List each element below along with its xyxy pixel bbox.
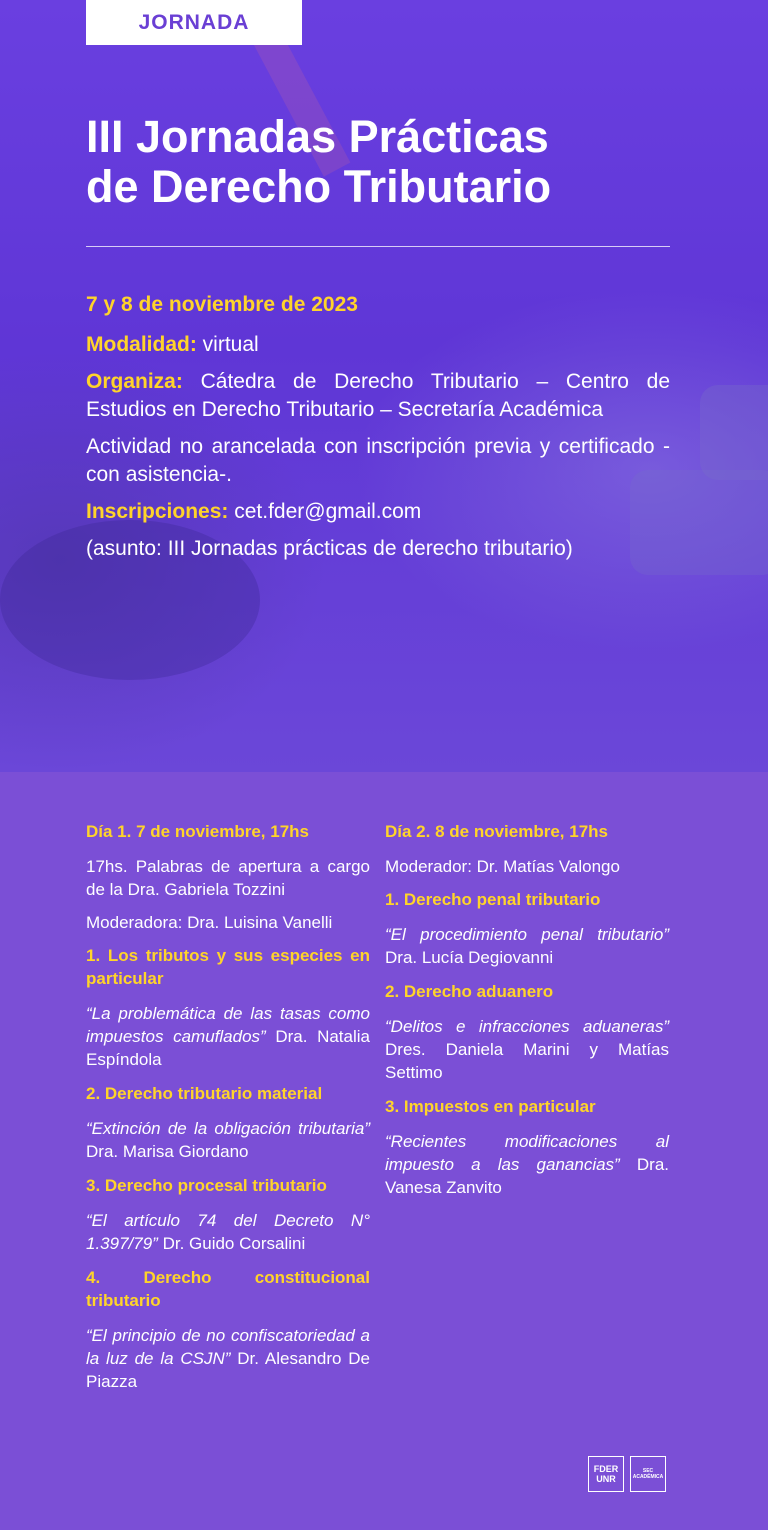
talk-speaker: Dra. Marisa Giordano xyxy=(86,1142,249,1161)
calculator-key-shape xyxy=(700,385,768,480)
sec-logo-line-2: ACADÉMICA xyxy=(632,1474,664,1480)
day-1-moderator: Moderadora: Dra. Luisina Vanelli xyxy=(86,913,333,932)
talk-speaker: Dr. Alesandro De Piazza xyxy=(86,1349,370,1391)
talk-title: “Extinción de la obligación tributaria” xyxy=(86,1119,370,1138)
sec-academica-logo xyxy=(630,1456,666,1492)
fder-logo-line-2: UNR xyxy=(596,1474,616,1484)
day-1-column xyxy=(86,820,370,1404)
modalidad-line xyxy=(86,331,670,359)
inscripciones-label: Inscripciones: xyxy=(86,500,229,523)
section-title: 4. Derecho constitucional tributario xyxy=(86,1268,370,1310)
divider xyxy=(86,246,670,247)
section-title: 1. Derecho penal tributario xyxy=(385,890,601,909)
modalidad-label: Modalidad: xyxy=(86,333,197,356)
event-date: 7 y 8 de noviembre de 2023 xyxy=(86,293,358,316)
section-title: 1. Los tributos y sus especies en particular xyxy=(86,946,370,988)
talk-item xyxy=(385,1015,669,1084)
talk-title: “Recientes modificaciones al impuesto a las ganancias” xyxy=(385,1132,669,1174)
fder-logo-line-1: FDER xyxy=(593,1464,619,1474)
day-1-heading: Día 1. 7 de noviembre, 17hs xyxy=(86,822,309,841)
event-info xyxy=(86,291,670,572)
modalidad-value: virtual xyxy=(202,333,259,356)
talk-title: “El procedimiento penal tributario” xyxy=(385,925,669,944)
page-title xyxy=(86,112,706,212)
event-type-badge: JORNADA xyxy=(86,0,302,45)
section-title: 3. Impuestos en particular xyxy=(385,1097,596,1116)
talk-speaker: Dra. Natalia Espíndola xyxy=(86,1027,370,1069)
inscripciones-line xyxy=(86,498,670,526)
talk-title: “Delitos e infracciones aduaneras” xyxy=(385,1017,669,1036)
title-line-1: III Jornadas Prácticas xyxy=(86,111,549,162)
section-title: 3. Derecho procesal tributario xyxy=(86,1176,327,1195)
talk-title: “El principio de no confiscatoriedad a la luz de la CSJN” xyxy=(86,1326,370,1368)
talk-speaker: Dres. Daniela Marini y Matías Settimo xyxy=(385,1040,669,1082)
talk-item xyxy=(86,1324,370,1393)
organiza-value: Cátedra de Derecho Tributario – Centro de Estudios en Derecho Tributario – Secretaría Académica xyxy=(86,370,670,421)
actividad-text: Actividad no arancelada con inscripción previa y certificado -con asistencia-. xyxy=(86,435,670,486)
section-title: 2. Derecho tributario material xyxy=(86,1084,323,1103)
day-2-moderator: Moderador: Dr. Matías Valongo xyxy=(385,857,620,876)
talk-title: “La problemática de las tasas como impuestos camuflados” xyxy=(86,1004,370,1046)
sec-logo-line-1: SEC xyxy=(642,1468,654,1474)
day-2-column xyxy=(385,820,669,1210)
talk-title: “El artículo 74 del Decreto N° 1.397/79” xyxy=(86,1211,370,1253)
organiza-label: Organiza: xyxy=(86,370,183,393)
opening-remarks: 17hs. Palabras de apertura a cargo de la Dra. Gabriela Tozzini xyxy=(86,857,370,899)
day-2-heading: Día 2. 8 de noviembre, 17hs xyxy=(385,822,608,841)
inscripciones-email-link[interactable]: cet.fder@gmail.com xyxy=(234,500,422,523)
talk-item xyxy=(86,1209,370,1255)
talk-item xyxy=(385,923,669,969)
talk-item xyxy=(86,1002,370,1071)
talk-speaker: Dr. Guido Corsalini xyxy=(162,1234,306,1253)
talk-item xyxy=(385,1130,669,1199)
talk-speaker: Dra. Vanesa Zanvito xyxy=(385,1155,669,1197)
title-line-2: de Derecho Tributario xyxy=(86,161,552,212)
fder-unr-logo xyxy=(588,1456,624,1492)
footer-logos xyxy=(588,1456,666,1492)
talk-item xyxy=(86,1117,370,1163)
talk-speaker: Dra. Lucía Degiovanni xyxy=(385,948,554,967)
organiza-line xyxy=(86,368,670,424)
asunto-text: (asunto: III Jornadas prácticas de derecho tributario) xyxy=(86,537,573,560)
section-title: 2. Derecho aduanero xyxy=(385,982,554,1001)
